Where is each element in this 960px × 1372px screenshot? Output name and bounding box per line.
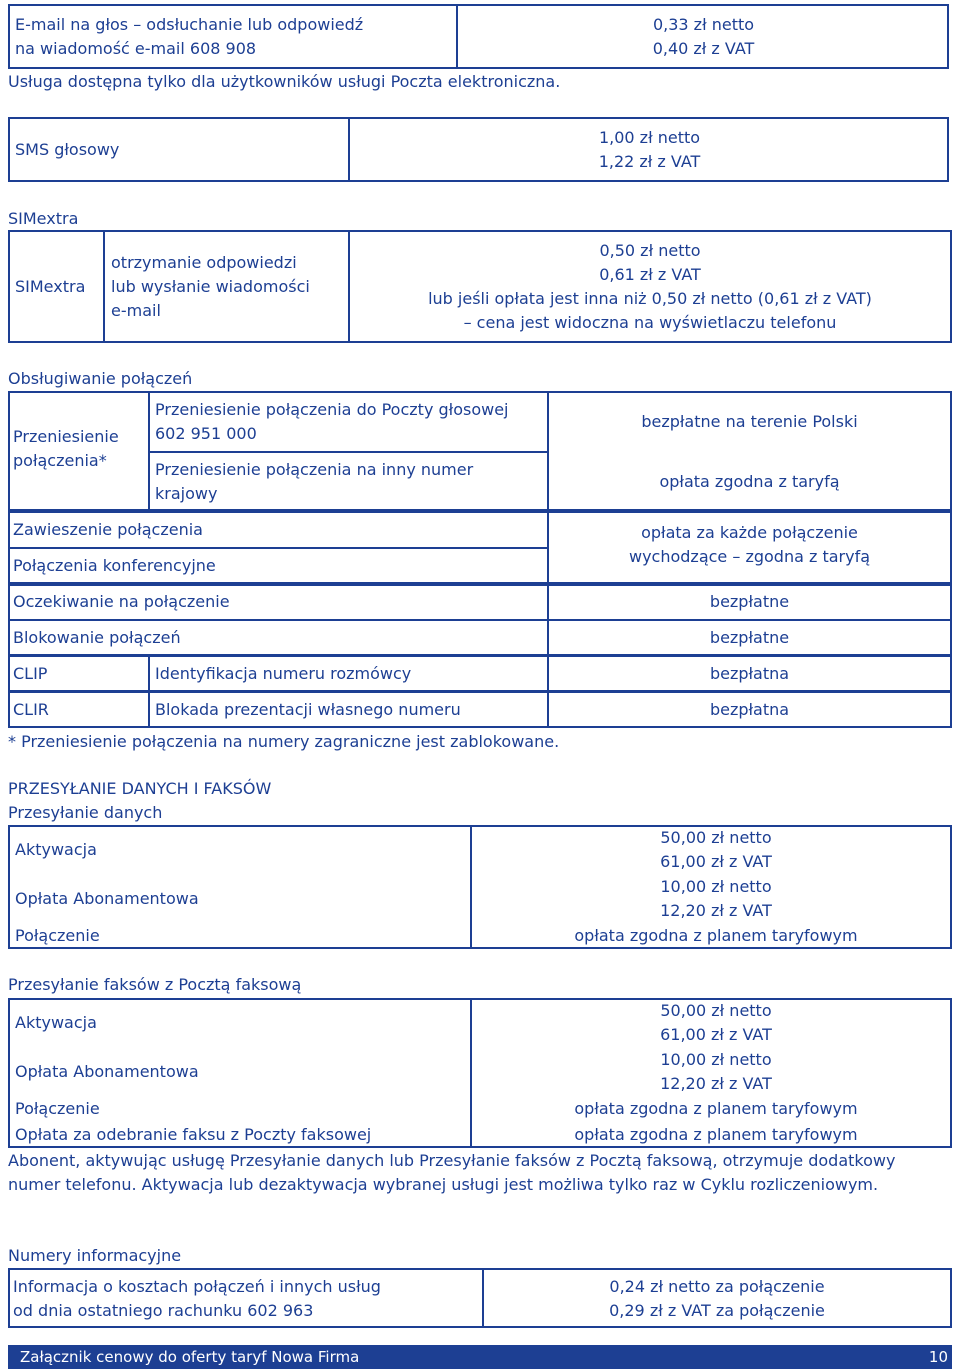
data-activation-label: Aktywacja bbox=[15, 840, 97, 859]
simextra-name: SIMextra bbox=[15, 277, 86, 296]
waiting-price: bezpłatne bbox=[709, 592, 790, 611]
calls-footnote: * Przeniesienie połączenia na numery zagraniczne jest zablokowane. bbox=[8, 732, 560, 751]
data-fax-section-title: PRZESYŁANIE DANYCH I FAKSÓW bbox=[8, 779, 272, 798]
page-footer bbox=[8, 1345, 952, 1369]
blocking-price: bezpłatne bbox=[709, 628, 790, 647]
forward-other-price: opłata zgodna z taryfą bbox=[659, 472, 840, 491]
waiting-label: Oczekiwanie na połączenie bbox=[13, 592, 230, 611]
data-activation-price: 50,00 zł netto 61,00 zł z VAT bbox=[660, 828, 772, 871]
simextra-divider-1 bbox=[103, 230, 105, 343]
calls-section-title: Obsługiwanie połączeń bbox=[8, 369, 193, 388]
data-fee-label: Opłata Abonamentowa bbox=[15, 889, 199, 908]
forward-voicemail-label: Przeniesienie połączenia do Poczty głosowej 602 951 000 bbox=[155, 400, 509, 443]
data-fee-price: 10,00 zł netto 12,20 zł z VAT bbox=[660, 877, 772, 920]
forward-other-label: Przeniesienie połączenia na inny numer krajowy bbox=[155, 460, 474, 503]
fax-receive-label: Opłata za odebranie faksu z Poczty faksowej bbox=[15, 1125, 372, 1144]
info-numbers-label: Informacja o kosztach połączeń i innych usług od dnia ostatniego rachunku 602 963 bbox=[13, 1277, 381, 1320]
suspend-label: Zawieszenie połączenia bbox=[13, 520, 203, 539]
fax-fee-price: 10,00 zł netto 12,20 zł z VAT bbox=[660, 1050, 772, 1093]
info-numbers-section-title: Numery informacyjne bbox=[8, 1246, 182, 1265]
suspend-row-divider bbox=[8, 547, 549, 549]
sms-voice-label: SMS głosowy bbox=[15, 140, 120, 159]
fax-receive-price: opłata zgodna z planem taryfowym bbox=[574, 1125, 858, 1144]
fax-activation-price: 50,00 zł netto 61,00 zł z VAT bbox=[660, 1001, 772, 1044]
email-voice-note: Usługa dostępna tylko dla użytkowników usługi Poczta elektroniczna. bbox=[8, 72, 561, 91]
fax-transfer-title: Przesyłanie faksów z Pocztą faksową bbox=[8, 975, 302, 994]
data-connection-label: Połączenie bbox=[15, 926, 100, 945]
fax-connection-label: Połączenie bbox=[15, 1099, 100, 1118]
clir-price: bezpłatna bbox=[709, 700, 790, 719]
page-number: 10 bbox=[928, 1348, 948, 1366]
simextra-description: otrzymanie odpowiedzi lub wysłanie wiadomości e-mail bbox=[111, 253, 310, 320]
conference-label: Połączenia konferencyjne bbox=[13, 556, 216, 575]
forward-voicemail-price: bezpłatne na terenie Polski bbox=[641, 412, 858, 431]
data-fax-note: Abonent, aktywując usługę Przesyłanie danych lub Przesyłanie faksów z Pocztą faksową, otrzymuje dodatkowy numer telefonu. Aktywacja lub dezaktywacja wybranej usługi jest możliwa tylko raz w Cyklu rozliczeniowym. bbox=[8, 1151, 896, 1194]
fax-activation-label: Aktywacja bbox=[15, 1013, 97, 1032]
forwarding-label: Przeniesienie połączenia* bbox=[13, 427, 119, 470]
info-numbers-price: 0,24 zł netto za połączenie 0,29 zł z VAT za połączenie bbox=[609, 1277, 825, 1320]
clir-description: Blokada prezentacji własnego numeru bbox=[155, 700, 461, 719]
clip-label: CLIP bbox=[13, 664, 48, 683]
suspend-conference-price: opłata za każde połączenie wychodzące – zgodna z taryfą bbox=[628, 523, 871, 566]
clir-label: CLIR bbox=[13, 700, 49, 719]
sms-voice-price: 1,00 zł netto 1,22 zł z VAT bbox=[598, 128, 701, 171]
simextra-price: 0,50 zł netto 0,61 zł z VAT lub jeśli opłata jest inna niż 0,50 zł netto (0,61 zł z VAT) – cena jest widoczna na wyświetlaczu telefonu bbox=[428, 241, 872, 332]
blocking-label: Blokowanie połączeń bbox=[13, 628, 181, 647]
clip-divider-1 bbox=[148, 655, 150, 692]
clip-price: bezpłatna bbox=[709, 664, 790, 683]
data-transfer-title: Przesyłanie danych bbox=[8, 803, 163, 822]
footer-title: Załącznik cenowy do oferty taryf Nowa Firma bbox=[20, 1348, 360, 1366]
email-voice-price: 0,33 zł netto 0,40 zł z VAT bbox=[652, 15, 755, 58]
simextra-section-title: SIMextra bbox=[8, 209, 79, 228]
fax-fee-label: Opłata Abonamentowa bbox=[15, 1062, 199, 1081]
clip-description: Identyfikacja numeru rozmówcy bbox=[155, 664, 412, 683]
email-voice-label: E-mail na głos – odsłuchanie lub odpowiedź na wiadomość e-mail 608 908 bbox=[15, 15, 364, 58]
forwarding-row-divider bbox=[148, 451, 549, 453]
clir-divider-1 bbox=[148, 691, 150, 728]
data-connection-price: opłata zgodna z planem taryfowym bbox=[574, 926, 858, 945]
fax-connection-price: opłata zgodna z planem taryfowym bbox=[574, 1099, 858, 1118]
